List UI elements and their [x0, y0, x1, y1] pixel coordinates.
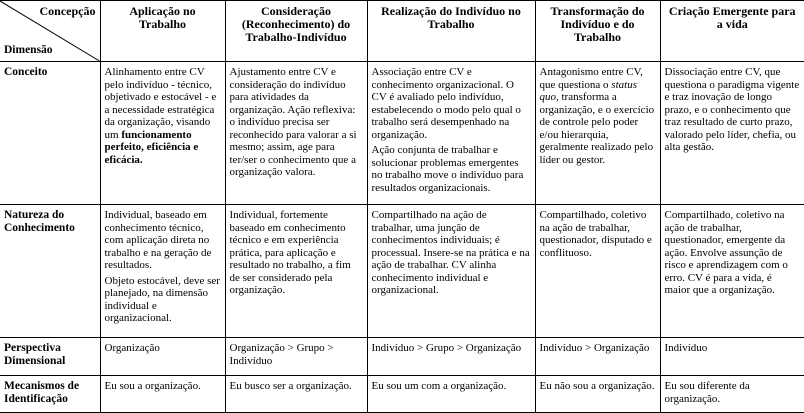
column-header-aplicacao: Aplicação no Trabalho: [100, 1, 225, 62]
row-mecanismos: [0, 376, 804, 413]
concepcao-label: Concepção: [39, 4, 96, 18]
column-header-realizacao: Realização do Indivíduo no Trabalho: [367, 1, 535, 62]
cell-mecanismos-consideracao: Eu busco ser a organização.: [225, 376, 367, 413]
bold-text: funcionamento perfeito, eficiência e eficácia.: [104, 128, 199, 166]
row-perspectiva: [0, 338, 804, 376]
cell-perspectiva-realizacao: Indivíduo > Grupo > Organização: [367, 338, 535, 376]
corner-header: [0, 1, 100, 62]
row-label-natureza: Natureza do Conhecimento: [0, 205, 100, 338]
header-row: [0, 1, 804, 62]
italic-text: status quo: [539, 78, 637, 103]
cell-mecanismos-criacao: Eu sou diferente da organização.: [660, 376, 804, 413]
column-header-transformacao: Transformação do Indivíduo e do Trabalho: [535, 1, 660, 62]
column-header-consideracao: Consideração (Reconhecimento) do Trabalho-Indivíduo: [225, 1, 367, 62]
cell-perspectiva-consideracao: Organização > Grupo > Indivíduo: [225, 338, 367, 376]
row-label-mecanismos: Mecanismos de Identificação: [0, 376, 100, 413]
paragraph: Objeto estocável, deve ser planejado, na dimensão individual e organizacional.: [104, 274, 220, 324]
cell-mecanismos-aplicacao: Eu sou a organização.: [100, 376, 225, 413]
cell-conceito-transformacao: [535, 62, 660, 205]
text: Antagonismo entre CV, que questiona o: [539, 66, 643, 91]
cell-natureza-transformacao: Compartilhado, coletivo na ação de trabalhar, questionador, disputado e conflituoso.: [535, 205, 660, 338]
cell-conceito-consideracao: Ajustamento entre CV e consideração do indivíduo para atividades da organização. Ação reflexiva: o indivíduo precisa ser reconhecido para valorar a si mesmo; assim, age para ter/ser o conhecimento que a organização valora.: [225, 62, 367, 205]
dimensao-label: Dimensão: [4, 44, 53, 56]
cell-natureza-consideracao: Individual, fortemente baseado em conhecimento técnico e em experiência prática, para aplicação e resultado no trabalho, a fim de ser considerado pela organização.: [225, 205, 367, 338]
cell-mecanismos-realizacao: Eu sou um com a organização.: [367, 376, 535, 413]
column-header-criacao: Criação Emergente para a vida: [660, 1, 804, 62]
row-natureza: [0, 205, 804, 338]
paragraph: Ação conjunta de trabalhar e solucionar problemas emergentes no trabalho move o indivíduo para resultados organizacionais.: [371, 144, 524, 194]
text: Alinhamento entre CV pelo indivíduo - técnico, objetivado e estocável - e a necessidade estratégica da organização, visando um: [104, 66, 217, 141]
paragraph: Associação entre CV e conhecimento organizacional. O CV é avaliado pelo indivíduo, estabelecendo o modo pelo qual o trabalho será desempenhado na organização.: [371, 66, 521, 141]
cell-natureza-criacao: Compartilhado, coletivo na ação de trabalhar, questionador, emergente da ação. Envolve assunção de risco e aprendizagem com o erro. CV é para a vida, é maior que a organização.: [660, 205, 804, 338]
cell-mecanismos-transformacao: Eu não sou a organização.: [535, 376, 660, 413]
cell-perspectiva-transformacao: Indivíduo > Organização: [535, 338, 660, 376]
row-label-conceito: Conceito: [0, 62, 100, 205]
text: , transforma a organização, e o exercício de controle pelo poder e/ou hierarquia, geralmente realizado pelo líder ou gestor.: [539, 91, 655, 166]
row-label-perspectiva: Perspectiva Dimensional: [0, 338, 100, 376]
row-conceito: [0, 62, 804, 205]
cell-perspectiva-aplicacao: Organização: [100, 338, 225, 376]
cell-natureza-realizacao: Compartilhado na ação de trabalhar, uma junção de conhecimentos individuais; é processual. Insere-se na prática e na ação de trabalhar. CV alinha conhecimento individual e organizacional.: [367, 205, 535, 338]
cell-conceito-criacao: Dissociação entre CV, que questiona o paradigma vigente e traz inovação de longo prazo, e o conhecimento que traz resultado de curto prazo, valorado pelo líder, chefia, ou alta gestão.: [660, 62, 804, 205]
cell-conceito-aplicacao: [100, 62, 225, 205]
cell-conceito-realizacao: [367, 62, 535, 205]
cell-natureza-aplicacao: [100, 205, 225, 338]
cell-perspectiva-criacao: Indivíduo: [660, 338, 804, 376]
paragraph: Individual, baseado em conhecimento técnico, com aplicação direta no trabalho e na geração de resultados.: [104, 209, 212, 271]
